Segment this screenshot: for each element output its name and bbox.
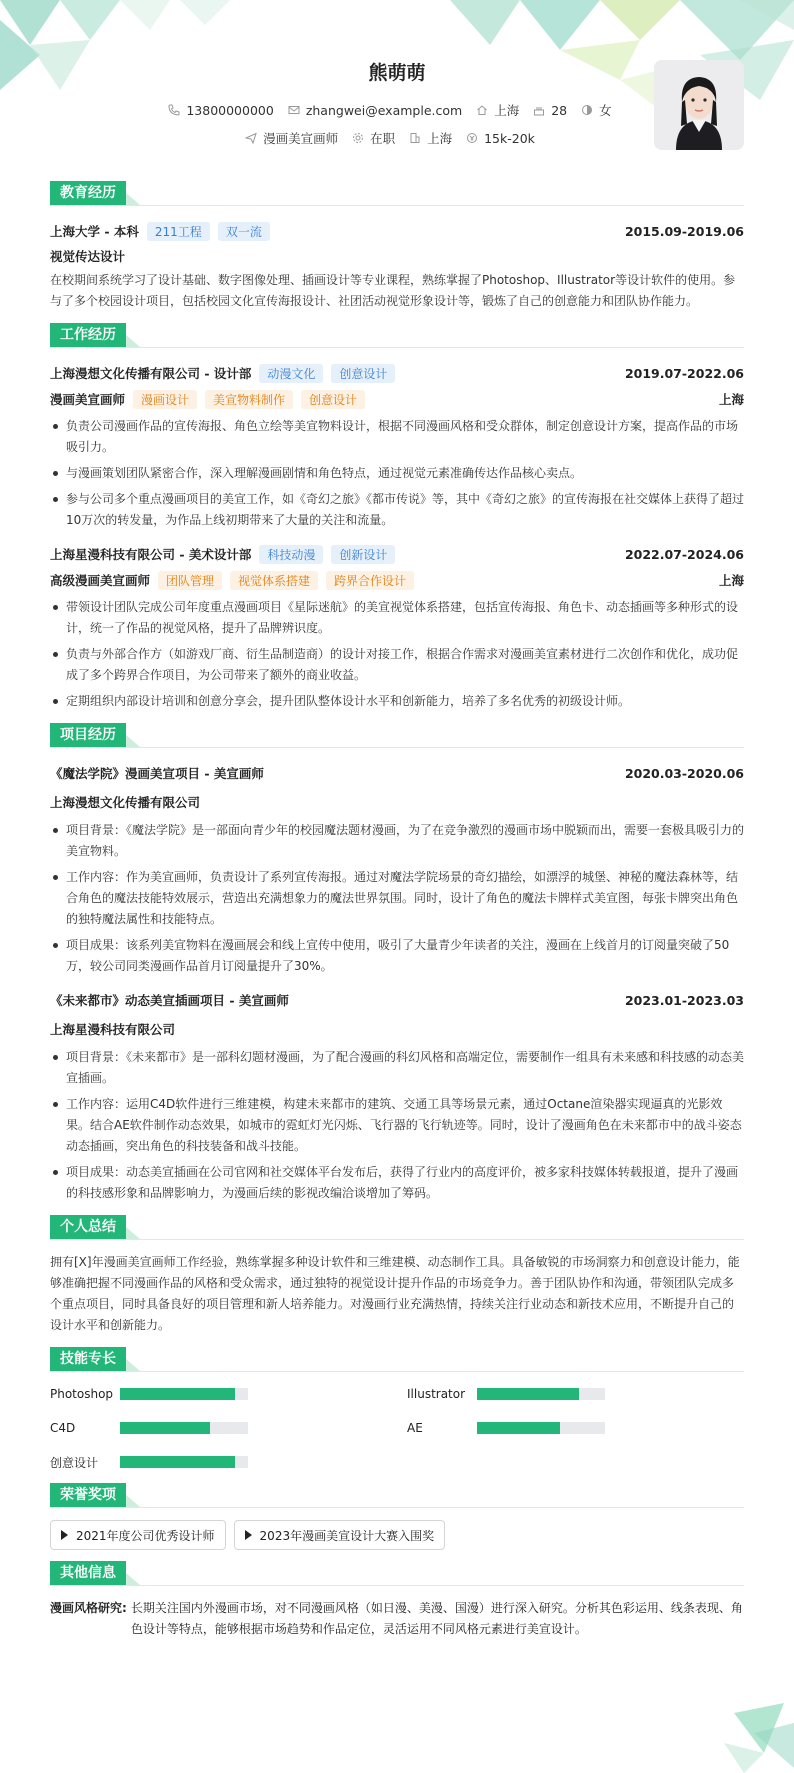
work-location: 上海 (718, 392, 744, 407)
company-name: 上海漫想文化传播有限公司 - 设计部 (50, 366, 252, 381)
role-tag: 创意设计 (301, 390, 365, 409)
age-text: 28 (551, 102, 568, 118)
award-item (50, 1520, 226, 1550)
school-name: 上海大学 - 本科 (50, 224, 139, 239)
footer-decoration (704, 1683, 794, 1773)
phone-text: 13800000000 (186, 102, 274, 118)
work-entry (50, 360, 744, 531)
company-line (50, 545, 395, 564)
project-entry (50, 760, 744, 977)
role-tag: 美宣物料制作 (205, 390, 293, 409)
section-header (50, 180, 744, 206)
section-header (50, 1482, 744, 1508)
company-tag: 创新设计 (331, 545, 395, 564)
work-role-row (50, 567, 744, 593)
skill-item (50, 1418, 387, 1438)
award-item (234, 1520, 446, 1550)
section-header (50, 322, 744, 348)
coin-icon (466, 132, 478, 144)
gender-icon (581, 104, 593, 116)
age-item (533, 103, 567, 118)
skill-bar (477, 1388, 605, 1400)
skill-bar (120, 1422, 248, 1434)
status-text: 在职 (370, 131, 396, 146)
project-company: 上海漫想文化传播有限公司 (50, 795, 201, 810)
send-icon (245, 132, 257, 144)
school-line (50, 222, 270, 241)
skill-fill (477, 1388, 579, 1400)
play-icon (61, 1530, 68, 1540)
list-item: 负责公司漫画作品的宣传海报、角色立绘等美宣物料设计，根据不同漫画风格和受众群体，制定创意设计方案，提高作品的市场吸引力。 (50, 416, 744, 458)
email-icon (288, 104, 300, 116)
gender-item (581, 101, 612, 119)
list-item: 工作内容：运用C4D软件进行三维建模，构建未来都市的建筑、交通工具等场景元素，通过Octane渲染器实现逼真的光影效果。结合AE软件制作动态效果，如城市的霓虹灯光闪烁、飞行器的飞行轨迹等。同时，设计了漫画角色在未来都市中的战斗姿态动态插画，突出角色的科技装备和战斗技能。 (50, 1094, 744, 1157)
work-company-row (50, 360, 744, 386)
education-section (50, 180, 744, 312)
role-tag: 跨界合作设计 (326, 571, 414, 590)
section-title: 项目经历 (50, 723, 126, 747)
skill-bar (120, 1456, 248, 1468)
phone-item (168, 103, 273, 118)
skill-name: Illustrator (407, 1387, 466, 1401)
project-entry (50, 987, 744, 1204)
other-label: 漫画风格研究: (50, 1601, 127, 1615)
list-item: 带领设计团队完成公司年度重点漫画项目《星际迷航》的美宣视觉体系搭建，包括宣传海报、角色卡、动态插画等多种形式的设计，统一了作品的视觉风格，提升了品牌辨识度。 (50, 597, 744, 639)
section-header (50, 1214, 744, 1240)
education-description: 在校期间系统学习了设计基础、数字图像处理、插画设计等专业课程，熟练掌握了Photoshop、Illustrator等设计软件的使用。参与了多个校园设计项目，包括校园文化宣传海报设计、社团活动视觉形象设计等，锻炼了自己的创意能力和团队协作能力。 (50, 273, 736, 308)
role-name: 高级漫画美宣画师 (50, 573, 151, 588)
awards-section (50, 1482, 744, 1550)
role-name: 漫画美宣画师 (50, 392, 126, 407)
home-icon (476, 104, 488, 116)
gear-icon (352, 132, 364, 144)
work-period: 2022.07-2024.06 (624, 546, 744, 562)
list-item: 定期组织内部设计培训和创意分享会，提升团队整体设计水平和创新能力，培养了多名优秀的初级设计师。 (50, 691, 744, 712)
role-line (50, 571, 414, 590)
skill-item (50, 1452, 387, 1472)
project-title: 《魔法学院》漫画美宣项目 - 美宣画师 (50, 766, 264, 781)
salary-item (466, 131, 535, 146)
job-title-item (245, 129, 338, 147)
work-location: 上海 (718, 573, 744, 588)
section-header (50, 722, 744, 748)
skill-fill (120, 1456, 235, 1468)
section-title: 工作经历 (50, 323, 126, 347)
other-info-row (50, 1598, 744, 1640)
work-company-row (50, 541, 744, 567)
skill-fill (120, 1422, 210, 1434)
school-tag: 双一流 (218, 222, 270, 241)
company-name: 上海星漫科技有限公司 - 美术设计部 (50, 547, 252, 562)
list-item: 负责与外部合作方（如游戏厂商、衍生品制造商）的设计对接工作，根据合作需求对漫画美宣素材进行二次创作和优化，成功促成了多个跨界合作项目，为公司带来了额外的商业收益。 (50, 644, 744, 686)
project-company: 上海星漫科技有限公司 (50, 1022, 176, 1037)
list-item: 参与公司多个重点漫画项目的美宣工作，如《奇幻之旅》《都市传说》等，其中《奇幻之旅》的宣传海报在社交媒体上获得了超过10万次的转发量，为作品上线初期带来了大量的关注和流量。 (50, 489, 744, 531)
work-role-row (50, 386, 744, 412)
skill-item (407, 1418, 744, 1438)
section-title: 其他信息 (50, 1561, 126, 1585)
project-title-row (50, 987, 744, 1013)
play-icon (245, 1530, 252, 1540)
gender-text: 女 (599, 103, 612, 118)
school-tag: 211工程 (147, 222, 210, 241)
education-row (50, 218, 744, 244)
work-bullets (50, 597, 744, 712)
section-title: 荣誉奖项 (50, 1483, 126, 1507)
role-line (50, 390, 365, 409)
avatar (654, 60, 744, 150)
job-title-text: 漫画美宣画师 (263, 131, 339, 146)
summary-section (50, 1214, 744, 1336)
skill-name: Photoshop (50, 1387, 114, 1401)
company-tag: 创意设计 (331, 364, 395, 383)
skill-name: 创意设计 (50, 1455, 99, 1470)
major: 视觉传达设计 (50, 249, 126, 264)
role-tag: 视觉体系搭建 (230, 571, 318, 590)
skills-section (50, 1346, 744, 1472)
project-bullets (50, 820, 744, 977)
email-item (288, 103, 462, 118)
skill-fill (477, 1422, 560, 1434)
skill-bar (477, 1422, 605, 1434)
work-section (50, 322, 744, 712)
work-entry (50, 541, 744, 712)
company-tag: 动漫文化 (259, 364, 323, 383)
cake-icon (533, 104, 545, 116)
skill-item (407, 1384, 744, 1404)
job-intent-row (90, 129, 690, 147)
other-section (50, 1560, 744, 1640)
skills-grid (50, 1384, 744, 1472)
skill-fill (120, 1388, 235, 1400)
section-title: 技能专长 (50, 1347, 126, 1371)
projects-section (50, 722, 744, 1204)
skill-name: C4D (50, 1421, 76, 1435)
email-text: zhangwei@example.com (305, 102, 463, 118)
candidate-name: 熊萌萌 (368, 62, 426, 84)
project-period: 2023.01-2023.03 (624, 992, 744, 1008)
list-item: 项目背景：《未来都市》是一部科幻题材漫画，为了配合漫画的科幻风格和高端定位，需要制作一组具有未来感和科技感的动态美宣插画。 (50, 1047, 744, 1089)
award-text: 2023年漫画美宣设计大赛入围奖 (259, 1528, 435, 1543)
section-title: 教育经历 (50, 181, 126, 205)
city-text: 上海 (494, 103, 520, 118)
other-text: 长期关注国内外漫画市场，对不同漫画风格（如日漫、美漫、国漫）进行深入研究。分析其色彩运用、线条表现、角色设计等特点，能够根据市场趋势和作品定位，灵活运用不同风格元素进行美宣设计。 (130, 1601, 743, 1636)
list-item: 项目背景：《魔法学院》是一部面向青少年的校园魔法题材漫画，为了在竞争激烈的漫画市场中脱颖而出，需要一套极具吸引力的美宣物料。 (50, 820, 744, 862)
resume-header (50, 0, 744, 170)
company-tag: 科技动漫 (259, 545, 323, 564)
skill-item (50, 1384, 387, 1404)
project-period: 2020.03-2020.06 (624, 765, 744, 781)
section-title: 个人总结 (50, 1215, 126, 1239)
list-item: 项目成果：动态美宣插画在公司官网和社交媒体平台发布后，获得了行业内的高度评价，被多家科技媒体转载报道，提升了漫画的科技感形象和品牌影响力，为漫画后续的影视改编洽谈增加了筹码。 (50, 1162, 744, 1204)
company-line (50, 364, 395, 383)
list-item: 与漫画策划团队紧密合作，深入理解漫画剧情和角色特点，通过视觉元素准确传达作品核心卖点。 (50, 463, 744, 484)
section-header (50, 1346, 744, 1372)
list-item: 工作内容：作为美宣画师，负责设计了系列宣传海报。通过对魔法学院场景的奇幻描绘，如漂浮的城堡、神秘的魔法森林等，结合角色的魔法技能特效展示，营造出充满想象力的魔法世界氛围。同时，设计了角色的魔法卡牌样式美宣图，每张卡牌突出角色的独特魔法属性和技能特点。 (50, 867, 744, 930)
award-text: 2021年度公司优秀设计师 (76, 1528, 215, 1543)
contact-row (90, 101, 690, 119)
summary-text: 拥有[X]年漫画美宣画师工作经验，熟练掌握多种设计软件和三维建模、动态制作工具。具备敏锐的市场洞察力和创意设计能力，能够准确把握不同漫画作品的风格和受众需求，通过独特的视觉设计提升作品的市场竞争力。善于团队协作和沟通，带领团队完成多个重点项目，同时具备良好的项目管理和新人培养能力。对漫画行业充满热情，持续关注行业动态和新技术应用，不断提升自己的设计水平和创新能力。 (50, 1255, 740, 1332)
building-icon (409, 132, 421, 144)
education-entry (50, 218, 744, 312)
project-title: 《未来都市》动态美宣插画项目 - 美宣画师 (50, 993, 289, 1008)
phone-icon (168, 104, 180, 116)
role-tag: 团队管理 (158, 571, 222, 590)
target-city-item (409, 129, 452, 147)
project-title-row (50, 760, 744, 786)
salary-text: 15k-20k (484, 130, 535, 146)
skill-name: AE (407, 1421, 423, 1435)
work-bullets (50, 416, 744, 531)
city-item (476, 101, 519, 119)
skill-bar (120, 1388, 248, 1400)
role-tag: 漫画设计 (133, 390, 197, 409)
section-header (50, 1560, 744, 1586)
status-item (352, 129, 395, 147)
project-bullets (50, 1047, 744, 1204)
awards-list (50, 1520, 744, 1550)
target-city-text: 上海 (427, 131, 453, 146)
work-period: 2019.07-2022.06 (624, 365, 744, 381)
list-item: 项目成果：该系列美宣物料在漫画展会和线上宣传中使用，吸引了大量青少年读者的关注，漫画在上线首月的订阅量突破了50万，较公司同类漫画作品首月订阅量提升了30%。 (50, 935, 744, 977)
education-period: 2015.09-2019.06 (624, 223, 744, 239)
